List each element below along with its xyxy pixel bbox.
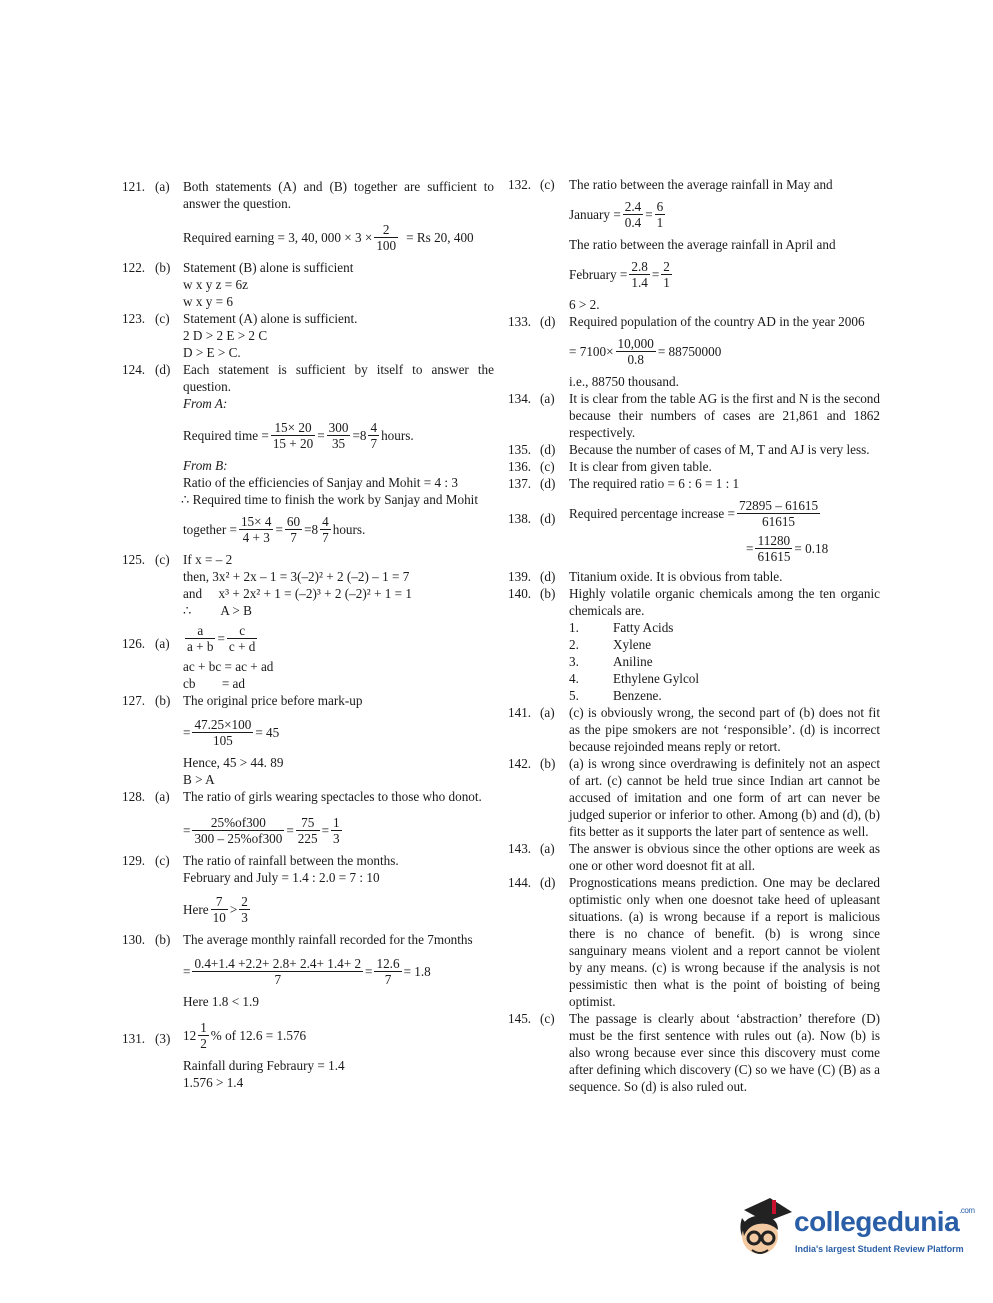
equation-unit: hours. bbox=[332, 522, 366, 537]
question-number: 122. bbox=[122, 260, 146, 275]
answer-text: Ratio of the efficiencies of Sanjay and Mohit = 4 : 3 bbox=[183, 475, 458, 490]
answer-option: (a) bbox=[540, 705, 555, 720]
equation-line: ac + bc = ac + ad bbox=[183, 659, 274, 674]
question-129 bbox=[122, 852, 494, 925]
answer-option: (d) bbox=[155, 362, 171, 377]
fraction: $\frac{2}{3}$ bbox=[241, 894, 248, 925]
fraction: $\frac{a}{a + b}$ bbox=[187, 623, 214, 654]
equation-line: Hence, 45 > 44. 89 bbox=[183, 755, 284, 770]
answer-option: (a) bbox=[155, 179, 170, 194]
answer-option: (d) bbox=[540, 442, 556, 457]
collegedunia-logo[interactable] bbox=[734, 1196, 975, 1266]
question-145 bbox=[508, 1010, 880, 1095]
equation: $\frac{a}{a + b}$ = $\frac{c}{c + d}$ bbox=[187, 623, 256, 654]
equation bbox=[569, 336, 880, 367]
equation: January = $\frac{2.4}{0.4}$ = $\frac{6}{1}$ bbox=[569, 199, 664, 230]
equation-line: w x y = 6 bbox=[183, 294, 233, 309]
answer-option: (a) bbox=[540, 391, 555, 406]
equation-line: Here 1.8 < 1.9 bbox=[183, 994, 259, 1009]
brand-tagline: India's largest Student Review Platform bbox=[795, 1244, 964, 1254]
equation-result: = 45 bbox=[255, 725, 280, 740]
question-128 bbox=[122, 788, 494, 846]
question-122 bbox=[122, 259, 494, 310]
question-number: 130. bbox=[122, 932, 146, 947]
answer-text: Both statements (A) and (B) together are sufficient to answer the question. bbox=[183, 179, 494, 211]
mixed-whole: 12 bbox=[183, 1028, 197, 1043]
question-132 bbox=[508, 176, 880, 313]
question-140 bbox=[508, 585, 880, 704]
fraction: $\frac{75}{225}$ bbox=[297, 815, 318, 846]
fraction: $\frac{47.25\times 100}{105}$ bbox=[194, 717, 252, 748]
list-item: 4. Ethylene Gylcol bbox=[569, 671, 700, 686]
list-item: 1. Fatty Acids bbox=[569, 620, 674, 635]
answer-option: (3) bbox=[155, 1031, 171, 1046]
question-number: 135. bbox=[508, 442, 532, 457]
fraction: $\frac{11280}{61615}$ bbox=[757, 533, 791, 564]
equation-line: 6 > 2. bbox=[569, 297, 600, 312]
question-number: 137. bbox=[508, 476, 532, 491]
answer-option: (d) bbox=[540, 314, 556, 329]
question-number: 141. bbox=[508, 705, 532, 720]
list-item: 3. Aniline bbox=[569, 654, 653, 669]
right-column bbox=[508, 176, 880, 1095]
subheading: From A: bbox=[183, 396, 228, 411]
question-144 bbox=[508, 874, 880, 1010]
answer-option: (d) bbox=[540, 511, 556, 526]
list-item: 5. Benzene. bbox=[569, 688, 662, 703]
equation-line: cb = ad bbox=[183, 676, 246, 691]
equation-line: ∴ A > B bbox=[183, 603, 252, 618]
equation: = $\frac{0.4+1.4 +2.2+ 2.8+ 2.4+ 1.4+ 2}{7}$ = $\frac{12.6}{7}$ = 1.8 bbox=[183, 956, 431, 987]
answer-option: (c) bbox=[540, 459, 555, 474]
question-130 bbox=[122, 931, 494, 1010]
answer-option: (b) bbox=[155, 260, 171, 275]
equation bbox=[183, 222, 494, 253]
answer-text: (a) is wrong since overdrawing is definitely not an aspect of art. (c) cannot be held true since Indian art cannot be accused of imitation and one form of art can never be judged superior or inferior to other. Among (b) and (d), (b) fits better as it supports the later part of sentence as well. bbox=[569, 756, 880, 839]
equation-line: 2 D > 2 E > 2 C bbox=[183, 328, 268, 343]
question-number: 142. bbox=[508, 756, 532, 771]
question-number: 131. bbox=[122, 1031, 146, 1046]
answer-option: (d) bbox=[540, 476, 556, 491]
answer-text: The passage is clearly about ‘abstraction’ therefore (D) must be the first sentence with rules out (a). Now (b) is also wrong because ever since this discovery must come after defining which discovery (C) so we have (C) (B) as a sequence. So (d) is also ruled out. bbox=[569, 1011, 880, 1094]
fraction: $\frac{300}{35}$ bbox=[328, 420, 349, 451]
fraction: $\frac{1}{3}$ bbox=[333, 815, 340, 846]
equation-result: = 88750000 bbox=[657, 344, 722, 359]
graduate-mascot-icon bbox=[734, 1196, 796, 1266]
equation bbox=[183, 1020, 494, 1051]
question-138 bbox=[508, 498, 880, 564]
equation-unit: hours. bbox=[381, 428, 414, 443]
question-142 bbox=[508, 755, 880, 840]
answer-text: The required ratio = 6 : 6 = 1 : 1 bbox=[569, 476, 740, 491]
equation-line: w x y z = 6z bbox=[183, 277, 248, 292]
mixed-whole: 8 bbox=[311, 522, 319, 537]
equation-result: = 0.18 bbox=[794, 541, 829, 556]
answer-option: (b) bbox=[540, 586, 556, 601]
question-139 bbox=[508, 568, 880, 585]
equation-line: i.e., 88750 thousand. bbox=[569, 374, 679, 389]
equation-line: 1.576 > 1.4 bbox=[183, 1075, 244, 1090]
equation-lhs: January bbox=[569, 207, 611, 222]
equation: = $\frac{11280}{61615}$ = 0.18 bbox=[746, 533, 829, 564]
equation-result: = Rs 20, 400 bbox=[406, 230, 474, 245]
equation: = $\frac{47.25\times 100}{105}$ = 45 bbox=[183, 717, 280, 748]
question-number: 125. bbox=[122, 552, 146, 567]
answer-text: Because the number of cases of M, T and AJ is very less. bbox=[569, 442, 870, 457]
fraction: $\frac{2}{1}$ bbox=[663, 259, 670, 290]
answer-text: ∴ Required time to finish the work by Sanjay and Mohit bbox=[181, 492, 479, 507]
answer-text: Statement (A) alone is sufficient. bbox=[183, 311, 358, 326]
fraction: $\frac{4}{7}$ bbox=[322, 514, 329, 545]
equation: February = $\frac{2.8}{1.4}$ = $\frac{2}{1}$ bbox=[569, 259, 670, 290]
equation-line: D > E > C. bbox=[183, 345, 241, 360]
chemical-list bbox=[569, 619, 880, 704]
fraction: $\frac{12.6}{7}$ bbox=[376, 956, 400, 987]
answer-text: Each statement is sufficient by itself to answer the question. bbox=[183, 362, 494, 394]
question-number: 145. bbox=[508, 1011, 532, 1026]
question-number: 132. bbox=[508, 177, 532, 192]
answer-option: (a) bbox=[155, 789, 170, 804]
equation-result: = 1.8 bbox=[403, 964, 431, 979]
question-124 bbox=[122, 361, 494, 545]
question-143 bbox=[508, 840, 880, 874]
fraction: $\frac{15\times 4}{4 + 3}$ bbox=[240, 514, 272, 545]
answer-text: The original price before mark-up bbox=[183, 693, 363, 708]
answer-option: (b) bbox=[155, 932, 171, 947]
equation: Here $\frac{7}{10}$ > $\frac{2}{3}$ bbox=[183, 894, 248, 925]
answer-option: (c) bbox=[155, 552, 170, 567]
fraction: $\frac{7}{10}$ bbox=[212, 894, 226, 925]
question-123 bbox=[122, 310, 494, 361]
answer-option: (a) bbox=[155, 636, 170, 651]
subheading: From B: bbox=[183, 458, 228, 473]
answer-text: It is clear from the table AG is the first and N is the second because their numbers of cases are 21,861 and 1862 respectively. bbox=[569, 391, 880, 440]
brand-name: collegedunia$^{.com}$ bbox=[794, 1206, 975, 1237]
question-number: 140. bbox=[508, 586, 532, 601]
answer-option: (a) bbox=[540, 841, 555, 856]
question-number: 134. bbox=[508, 391, 532, 406]
question-126 bbox=[122, 623, 494, 692]
question-number: 138. bbox=[508, 511, 532, 526]
answer-option: (b) bbox=[540, 756, 556, 771]
question-number: 143. bbox=[508, 841, 532, 856]
answer-option: (c) bbox=[155, 853, 170, 868]
equation: Required percentage increase = $\frac{72895 - 61615}{61615}$ bbox=[569, 498, 819, 529]
fraction: $\frac{c}{c + d}$ bbox=[228, 623, 256, 654]
answer-option: (d) bbox=[540, 875, 556, 890]
equation-lhs: Here bbox=[183, 902, 209, 917]
fraction: $\frac{2.8}{1.4}$ bbox=[631, 259, 648, 290]
equation-line: B > A bbox=[183, 772, 215, 787]
answer-text: (c) is obviously wrong, the second part of (b) does not fit as the pipe smokers are not ‘responsible’. (d) is incorrect because rejoinded means reply or retort. bbox=[569, 705, 880, 754]
question-number: 127. bbox=[122, 693, 146, 708]
answer-text: The ratio between the average rainfall in May and bbox=[569, 177, 833, 192]
question-141 bbox=[508, 704, 880, 755]
fraction: $\frac{2}{100}$ bbox=[376, 222, 397, 253]
equation-result: % of 12.6 = 1.576 bbox=[210, 1028, 307, 1043]
answer-text: Titanium oxide. It is obvious from table. bbox=[569, 569, 783, 584]
equation-line: Rainfall during Febraury = 1.4 bbox=[183, 1058, 345, 1073]
answer-text: It is clear from given table. bbox=[569, 459, 712, 474]
question-number: 129. bbox=[122, 853, 146, 868]
answer-text: The ratio between the average rainfall in April and bbox=[569, 237, 836, 252]
equation-line: and x³ + 2x² + 1 = (–2)³ + 2 (–2)² + 1 = 1 bbox=[183, 586, 412, 601]
left-column bbox=[122, 176, 494, 1091]
question-number: 133. bbox=[508, 314, 532, 329]
question-number: 144. bbox=[508, 875, 532, 890]
answer-text: Required population of the country AD in the year 2006 bbox=[569, 314, 865, 329]
question-133 bbox=[508, 313, 880, 390]
equation-lhs: February bbox=[569, 267, 617, 282]
question-134 bbox=[508, 390, 880, 441]
question-number: 139. bbox=[508, 569, 532, 584]
fraction: $\frac{10,000}{0.8}$ bbox=[617, 336, 654, 367]
question-number: 128. bbox=[122, 789, 146, 804]
question-131 bbox=[122, 1020, 494, 1091]
fraction: $\frac{72895 - 61615}{61615}$ bbox=[738, 498, 819, 529]
equation-lhs: Required earning = 3, 40, 000 × 3 × bbox=[183, 230, 373, 245]
question-number: 123. bbox=[122, 311, 146, 326]
answer-option: (c) bbox=[540, 1011, 555, 1026]
answer-option: (d) bbox=[540, 569, 556, 584]
question-number: 124. bbox=[122, 362, 146, 377]
equation: Required time = $\frac{15\times 20}{15 + 20}$ = $\frac{300}{35}$ = 8 $\frac{4}{7}$ hours. bbox=[183, 420, 414, 451]
fraction: $\frac{0.4+1.4 +2.2+ 2.8+ 2.4+ 1.4+ 2}{7}$ bbox=[194, 956, 362, 987]
question-135 bbox=[508, 441, 880, 458]
fraction: $\frac{2.4}{0.4}$ bbox=[624, 199, 642, 230]
answer-option: (c) bbox=[540, 177, 555, 192]
answer-text: Highly volatile organic chemicals among the ten organic chemicals are. bbox=[569, 586, 880, 618]
answer-option: (c) bbox=[155, 311, 170, 326]
question-number: 126. bbox=[122, 636, 146, 651]
question-127 bbox=[122, 692, 494, 788]
list-item: 2. Xylene bbox=[569, 637, 652, 652]
answer-text: The ratio of rainfall between the months. bbox=[183, 853, 399, 868]
equation-lhs: together = bbox=[183, 522, 237, 537]
equation-lhs: Required percentage increase bbox=[569, 506, 725, 521]
question-125 bbox=[122, 551, 494, 619]
question-136 bbox=[508, 458, 880, 475]
fraction: $\frac{6}{1}$ bbox=[656, 199, 664, 230]
answer-text: The answer is obvious since the other options are week as one or other word doesnot fit at all. bbox=[569, 841, 880, 873]
question-number: 121. bbox=[122, 179, 146, 194]
fraction: $\frac{1}{2}$ bbox=[200, 1020, 207, 1051]
fraction: $\frac{25\%of300}{300 - 25\%of300}$ bbox=[194, 815, 283, 846]
equation: together = $\frac{15\times 4}{4 + 3}$ = $\frac{60}{7}$ = 8 $\frac{4}{7}$ hours. bbox=[183, 514, 366, 545]
equation: = $\frac{25\%of300}{300 - 25\%of300}$ = $\frac{75}{225}$ = $\frac{1}{3}$ bbox=[183, 815, 340, 846]
fraction: $\frac{15\times 20}{15 + 20}$ bbox=[272, 420, 314, 451]
answer-text: The average monthly rainfall recorded for the 7months bbox=[183, 932, 473, 947]
equation-line: If x = – 2 bbox=[183, 552, 233, 567]
answer-text: Statement (B) alone is sufficient bbox=[183, 260, 354, 275]
equation-lhs: = 7100× bbox=[569, 344, 614, 359]
fraction: $\frac{60}{7}$ bbox=[286, 514, 301, 545]
answer-option: (b) bbox=[155, 693, 171, 708]
mixed-whole: 8 bbox=[359, 428, 367, 443]
question-121 bbox=[122, 178, 494, 253]
equation-lhs: Required time = bbox=[183, 428, 269, 443]
answer-text: The ratio of girls wearing spectacles to those who donot. bbox=[183, 789, 482, 804]
question-number: 136. bbox=[508, 459, 532, 474]
equation-line: February and July = 1.4 : 2.0 = 7 : 10 bbox=[183, 870, 380, 885]
equation-line: then, 3x² + 2x – 1 = 3(–2)² + 2 (–2) – 1 = 7 bbox=[183, 569, 410, 584]
fraction: $\frac{4}{7}$ bbox=[370, 420, 378, 451]
question-137 bbox=[508, 475, 880, 492]
answer-text: Prognostications means prediction. One may be declared optimistic only when one doesnot take heed of upleasant situations. (a) is wrong because if a report is malicious there is no chance of benefit. (b) is wrong since sanguinary means violent and a report cannot be violent by any means. (c) is wrong because if the analysis is not pessimistic then what is the point of boisting of being optimist. bbox=[569, 875, 880, 1009]
